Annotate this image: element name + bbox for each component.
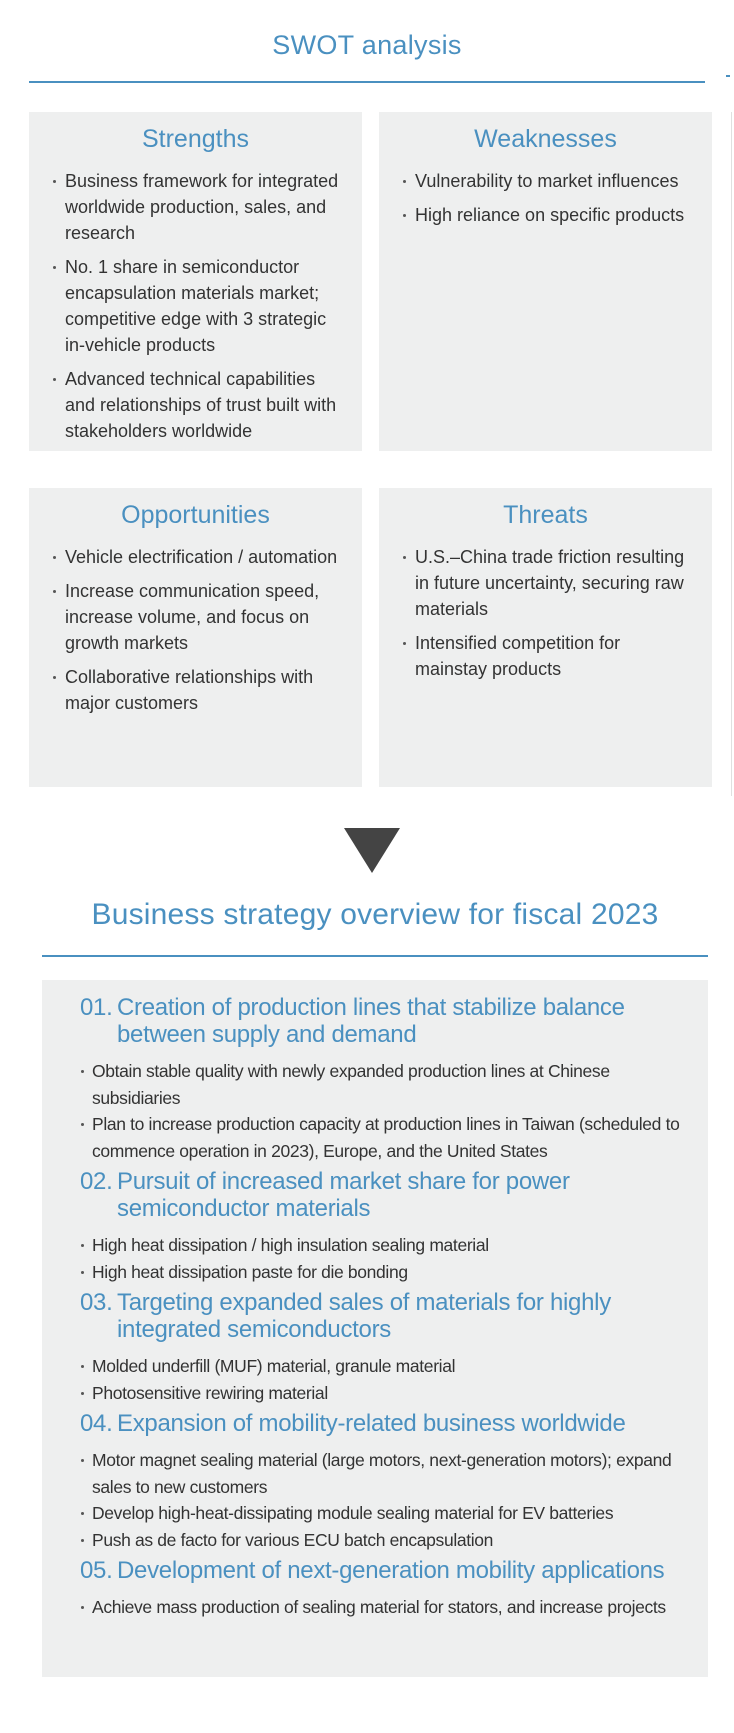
strategy-number: 05. [80, 1557, 113, 1584]
strategy-bullets [80, 1594, 686, 1621]
strategy-number: 02. [80, 1168, 113, 1195]
list-item: Photosensitive rewiring material [80, 1380, 686, 1407]
strategy-item-05 [80, 1557, 686, 1621]
down-arrow-icon [344, 828, 400, 873]
list-item: Motor magnet sealing material (large motors, next-generation motors); expand sales to new customers [80, 1447, 686, 1500]
opportunities-list [29, 544, 362, 716]
strategy-heading-text: Development of next-generation mobility applications [117, 1557, 665, 1584]
list-item: Increase communication speed, increase volume, and focus on growth markets [53, 578, 340, 656]
strategy-heading [80, 1410, 686, 1437]
strategy-item-04 [80, 1410, 686, 1553]
list-item: Vehicle electrification / automation [53, 544, 340, 570]
threats-title: Threats [503, 501, 588, 529]
strategy-number: 04. [80, 1410, 113, 1437]
strategy-heading [80, 1557, 686, 1584]
list-item: Obtain stable quality with newly expanded production lines at Chinese subsidiaries [80, 1058, 686, 1111]
strategy-item-02 [80, 1168, 686, 1285]
strategy-number: 01. [80, 994, 113, 1021]
list-item: Vulnerability to market influences [403, 168, 690, 194]
strategy-bullets [80, 1353, 686, 1406]
list-item: High heat dissipation paste for die bonding [80, 1259, 686, 1286]
strategy-item-01 [80, 994, 686, 1164]
list-item: High reliance on specific products [403, 202, 690, 228]
strategy-heading [80, 1289, 686, 1343]
strengths-list [29, 168, 362, 444]
edge-line [731, 112, 732, 796]
list-item: Molded underfill (MUF) material, granule material [80, 1353, 686, 1380]
list-item: No. 1 share in semiconductor encapsulation materials market; competitive edge with 3 strategic in-vehicle products [53, 254, 340, 358]
list-item: Develop high-heat-dissipating module sealing material for EV batteries [80, 1500, 686, 1527]
strategy-title-rule [42, 955, 708, 957]
list-item: High heat dissipation / high insulation sealing material [80, 1232, 686, 1259]
list-item: Plan to increase production capacity at production lines in Taiwan (scheduled to commence operation in 2023), Europe, and the United States [80, 1111, 686, 1164]
swot-title-rule [29, 81, 705, 83]
list-item: Business framework for integrated worldwide production, sales, and research [53, 168, 340, 246]
strengths-box [29, 112, 362, 451]
weaknesses-title: Weaknesses [474, 125, 617, 153]
threats-list [379, 544, 712, 682]
strategy-heading-text: Creation of production lines that stabilize balance between supply and demand [117, 994, 625, 1048]
strategy-heading-text: Pursuit of increased market share for power semiconductor materials [117, 1168, 570, 1222]
strategy-heading-text: Targeting expanded sales of materials for highly integrated semiconductors [117, 1289, 611, 1343]
opportunities-title: Opportunities [121, 501, 270, 529]
strategy-item-03 [80, 1289, 686, 1406]
list-item: U.S.–China trade friction resulting in future uncertainty, securing raw materials [403, 544, 690, 622]
list-item: Push as de facto for various ECU batch encapsulation [80, 1527, 686, 1554]
strategy-heading [80, 1168, 686, 1222]
strategy-title: Business strategy overview for fiscal 2023 [91, 898, 659, 931]
strategy-bullets [80, 1232, 686, 1285]
threats-box [379, 488, 712, 787]
list-item: Advanced technical capabilities and relationships of trust built with stakeholders worldwide [53, 366, 340, 444]
weaknesses-list [379, 168, 712, 228]
swot-title: SWOT analysis [272, 30, 462, 60]
list-item: Collaborative relationships with major customers [53, 664, 340, 716]
weaknesses-box [379, 112, 712, 451]
strategy-bullets [80, 1447, 686, 1553]
strategy-heading [80, 994, 686, 1048]
list-item: Intensified competition for mainstay products [403, 630, 690, 682]
edge-mark [726, 75, 730, 77]
list-item: Achieve mass production of sealing material for stators, and increase projects [80, 1594, 686, 1621]
strategy-heading-text: Expansion of mobility-related business worldwide [117, 1410, 626, 1437]
strengths-title: Strengths [141, 125, 249, 153]
strategy-bullets [80, 1058, 686, 1164]
strategy-box [42, 980, 708, 1677]
strategy-number: 03. [80, 1289, 113, 1316]
opportunities-box [29, 488, 362, 787]
